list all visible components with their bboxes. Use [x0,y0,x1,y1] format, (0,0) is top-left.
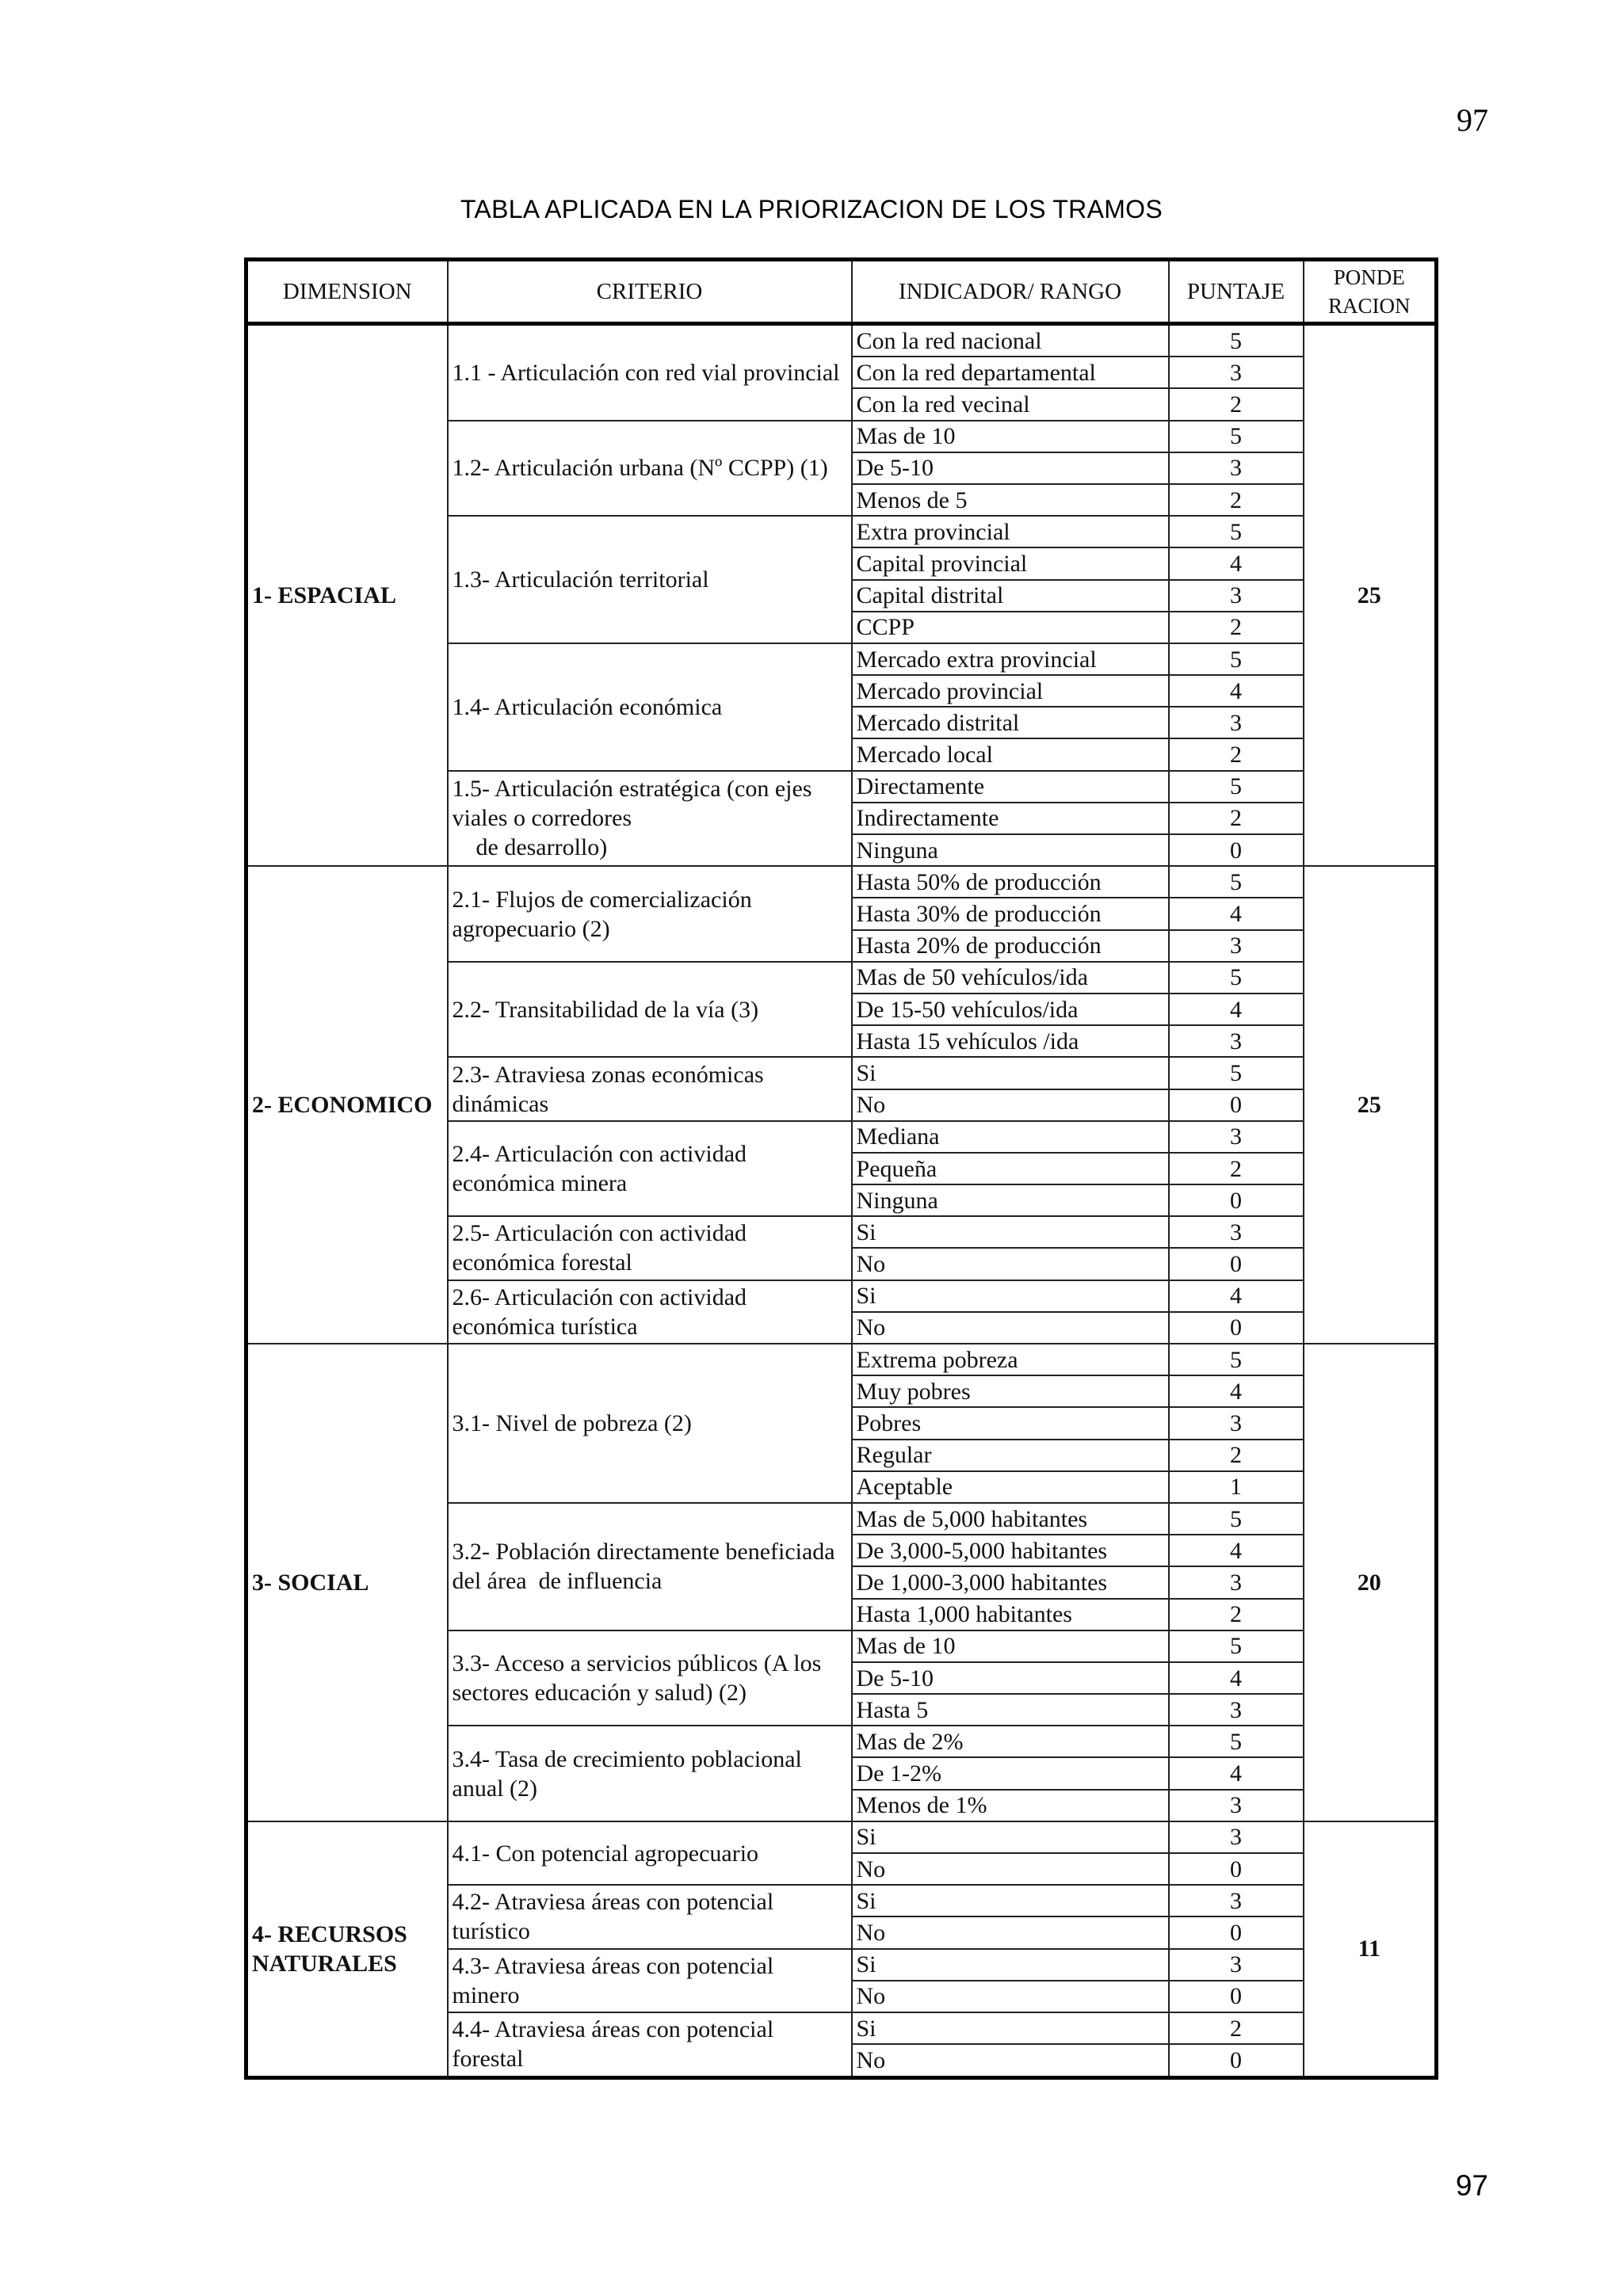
criterio-cell: 4.1- Con potencial agropecuario [448,1821,852,1885]
puntaje-cell: 3 [1169,1885,1304,1917]
puntaje-cell: 2 [1169,484,1304,516]
puntaje-cell: 4 [1169,547,1304,579]
indicador-cell: Capital provincial [852,547,1169,579]
header-ponderacion: PONDE RACION [1304,260,1437,324]
dimension-cell: 1- ESPACIAL [246,324,448,867]
puntaje-cell: 0 [1169,2044,1304,2077]
indicador-cell: Muy pobres [852,1375,1169,1407]
puntaje-cell: 5 [1169,1630,1304,1662]
table-body [246,324,1437,2078]
puntaje-cell: 4 [1169,675,1304,707]
indicador-cell: Hasta 50% de producción [852,866,1169,898]
ponderacion-cell: 25 [1304,866,1437,1344]
indicador-cell: Pobres [852,1407,1169,1439]
criterio-cell: 3.1- Nivel de pobreza (2) [448,1344,852,1503]
indicador-cell: No [852,1248,1169,1280]
puntaje-cell: 5 [1169,1344,1304,1375]
criterio-cell: 2.4- Articulación con actividad económica minera [448,1121,852,1217]
criterio-cell: 4.4- Atraviesa áreas con potencial forestal [448,2012,852,2078]
page-number-top: 97 [1457,102,1488,138]
ponderacion-cell: 11 [1304,1821,1437,2078]
indicador-cell: Extra provincial [852,516,1169,547]
indicador-cell: Con la red nacional [852,324,1169,357]
indicador-cell: Extrema pobreza [852,1344,1169,1375]
indicador-cell: Si [852,2012,1169,2044]
indicador-cell: Aceptable [852,1471,1169,1503]
indicador-cell: Capital distrital [852,580,1169,612]
header-indicador: INDICADOR/ RANGO [852,260,1169,324]
puntaje-cell: 4 [1169,1280,1304,1312]
puntaje-cell: 0 [1169,834,1304,866]
puntaje-cell: 5 [1169,771,1304,803]
puntaje-cell: 4 [1169,1757,1304,1789]
indicador-cell: Hasta 5 [852,1694,1169,1726]
indicador-cell: De 1-2% [852,1757,1169,1789]
puntaje-cell: 5 [1169,866,1304,898]
indicador-cell: Si [852,1949,1169,1981]
indicador-cell: Mas de 10 [852,1630,1169,1662]
puntaje-cell: 2 [1169,1440,1304,1471]
indicador-cell: Ninguna [852,834,1169,866]
criterio-cell: 2.3- Atraviesa zonas económicas dinámicas [448,1057,852,1120]
puntaje-cell: 5 [1169,1503,1304,1535]
indicador-cell: Mas de 50 vehículos/ida [852,962,1169,994]
puntaje-cell: 3 [1169,1566,1304,1598]
indicador-cell: Si [852,1057,1169,1089]
puntaje-cell: 3 [1169,452,1304,484]
criterio-cell: 3.2- Población directamente beneficiada del área de influencia [448,1503,852,1630]
puntaje-cell: 5 [1169,962,1304,994]
criterio-cell: 2.5- Articulación con actividad económica forestal [448,1216,852,1280]
indicador-cell: De 5-10 [852,452,1169,484]
table-row [246,866,1437,898]
puntaje-cell: 4 [1169,1375,1304,1407]
criterio-cell: 2.2- Transitabilidad de la vía (3) [448,962,852,1058]
table-row [246,1344,1437,1375]
indicador-cell: Mediana [852,1121,1169,1153]
puntaje-cell: 4 [1169,1662,1304,1694]
indicador-cell: Mas de 10 [852,421,1169,452]
puntaje-cell: 3 [1169,580,1304,612]
criterio-cell: 3.4- Tasa de crecimiento poblacional anual (2) [448,1726,852,1821]
indicador-cell: Si [852,1821,1169,1853]
criterio-cell: 1.3- Articulación territorial [448,516,852,643]
criterio-cell: 4.2- Atraviesa áreas con potencial turístico [448,1885,852,1948]
indicador-cell: Mas de 2% [852,1726,1169,1757]
indicador-cell: No [852,1312,1169,1344]
puntaje-cell: 5 [1169,324,1304,357]
table-header-row [246,260,1437,324]
table-row [246,324,1437,357]
puntaje-cell: 5 [1169,421,1304,452]
criterio-cell: 2.6- Articulación con actividad económica turística [448,1280,852,1344]
indicador-cell: CCPP [852,612,1169,643]
puntaje-cell: 0 [1169,1089,1304,1121]
puntaje-cell: 5 [1169,1057,1304,1089]
puntaje-cell: 4 [1169,1535,1304,1566]
indicador-cell: Mercado distrital [852,707,1169,738]
puntaje-cell: 1 [1169,1471,1304,1503]
indicador-cell: De 15-50 vehículos/ida [852,994,1169,1025]
indicador-cell: Si [852,1216,1169,1248]
puntaje-cell: 0 [1169,1184,1304,1216]
puntaje-cell: 3 [1169,1025,1304,1057]
puntaje-cell: 0 [1169,1917,1304,1948]
puntaje-cell: 2 [1169,1153,1304,1184]
puntaje-cell: 2 [1169,612,1304,643]
puntaje-cell: 2 [1169,1599,1304,1630]
indicador-cell: Mercado local [852,738,1169,770]
indicador-cell: No [852,1981,1169,2012]
puntaje-cell: 0 [1169,1981,1304,2012]
puntaje-cell: 2 [1169,388,1304,420]
puntaje-cell: 3 [1169,930,1304,962]
dimension-cell: 4- RECURSOS NATURALES [246,1821,448,2078]
indicador-cell: De 1,000-3,000 habitantes [852,1566,1169,1598]
dimension-cell: 2- ECONOMICO [246,866,448,1344]
puntaje-cell: 2 [1169,2012,1304,2044]
puntaje-cell: 5 [1169,643,1304,675]
header-puntaje: PUNTAJE [1169,260,1304,324]
indicador-cell: Hasta 1,000 habitantes [852,1599,1169,1630]
indicador-cell: Mas de 5,000 habitantes [852,1503,1169,1535]
puntaje-cell: 3 [1169,707,1304,738]
puntaje-cell: 5 [1169,516,1304,547]
puntaje-cell: 3 [1169,1694,1304,1726]
indicador-cell: Menos de 5 [852,484,1169,516]
indicador-cell: Hasta 30% de producción [852,898,1169,929]
puntaje-cell: 0 [1169,1248,1304,1280]
puntaje-cell: 3 [1169,1821,1304,1853]
indicador-cell: Mercado extra provincial [852,643,1169,675]
puntaje-cell: 5 [1169,1726,1304,1757]
puntaje-cell: 3 [1169,1790,1304,1821]
puntaje-cell: 4 [1169,994,1304,1025]
indicador-cell: Con la red vecinal [852,388,1169,420]
header-criterio: CRITERIO [448,260,852,324]
criterio-cell: 4.3- Atraviesa áreas con potencial minero [448,1949,852,2012]
indicador-cell: Si [852,1885,1169,1917]
puntaje-cell: 3 [1169,1949,1304,1981]
indicador-cell: Hasta 20% de producción [852,930,1169,962]
indicador-cell: Menos de 1% [852,1790,1169,1821]
puntaje-cell: 3 [1169,1407,1304,1439]
header-dimension: DIMENSION [246,260,448,324]
criterio-cell: 1.4- Articulación económica [448,643,852,771]
puntaje-cell: 3 [1169,357,1304,388]
puntaje-cell: 3 [1169,1216,1304,1248]
dimension-cell: 3- SOCIAL [246,1344,448,1821]
criterio-cell: 3.3- Acceso a servicios públicos (A los sectores educación y salud) (2) [448,1630,852,1726]
puntaje-cell: 3 [1169,1121,1304,1153]
criterio-cell: 1.1 - Articulación con red vial provincial [448,324,852,421]
indicador-cell: No [852,1917,1169,1948]
indicador-cell: Indirectamente [852,803,1169,834]
indicador-cell: Con la red departamental [852,357,1169,388]
indicador-cell: No [852,2044,1169,2077]
indicador-cell: Hasta 15 vehículos /ida [852,1025,1169,1057]
indicador-cell: Directamente [852,771,1169,803]
puntaje-cell: 0 [1169,1853,1304,1885]
criterio-cell: 2.1- Flujos de comercialización agropecuario (2) [448,866,852,962]
ponderacion-cell: 25 [1304,324,1437,867]
indicador-cell: Ninguna [852,1184,1169,1216]
puntaje-cell: 4 [1169,898,1304,929]
indicador-cell: De 5-10 [852,1662,1169,1694]
indicador-cell: Si [852,1280,1169,1312]
puntaje-cell: 0 [1169,1312,1304,1344]
indicador-cell: Pequeña [852,1153,1169,1184]
indicador-cell: No [852,1853,1169,1885]
puntaje-cell: 2 [1169,803,1304,834]
criterio-cell: 1.5- Articulación estratégica (con ejes viales o corredores de desarrollo) [448,771,852,867]
indicador-cell: Mercado provincial [852,675,1169,707]
indicador-cell: De 3,000-5,000 habitantes [852,1535,1169,1566]
priorization-table [244,257,1438,2080]
page-number-bottom: 97 [1455,2169,1488,2202]
table-title: TABLA APLICADA EN LA PRIORIZACION DE LOS TRAMOS [460,195,1163,223]
table-row [246,1821,1437,1853]
criterio-cell: 1.2- Articulación urbana (Nº CCPP) (1) [448,421,852,517]
puntaje-cell: 2 [1169,738,1304,770]
ponderacion-cell: 20 [1304,1344,1437,1821]
indicador-cell: No [852,1089,1169,1121]
indicador-cell: Regular [852,1440,1169,1471]
